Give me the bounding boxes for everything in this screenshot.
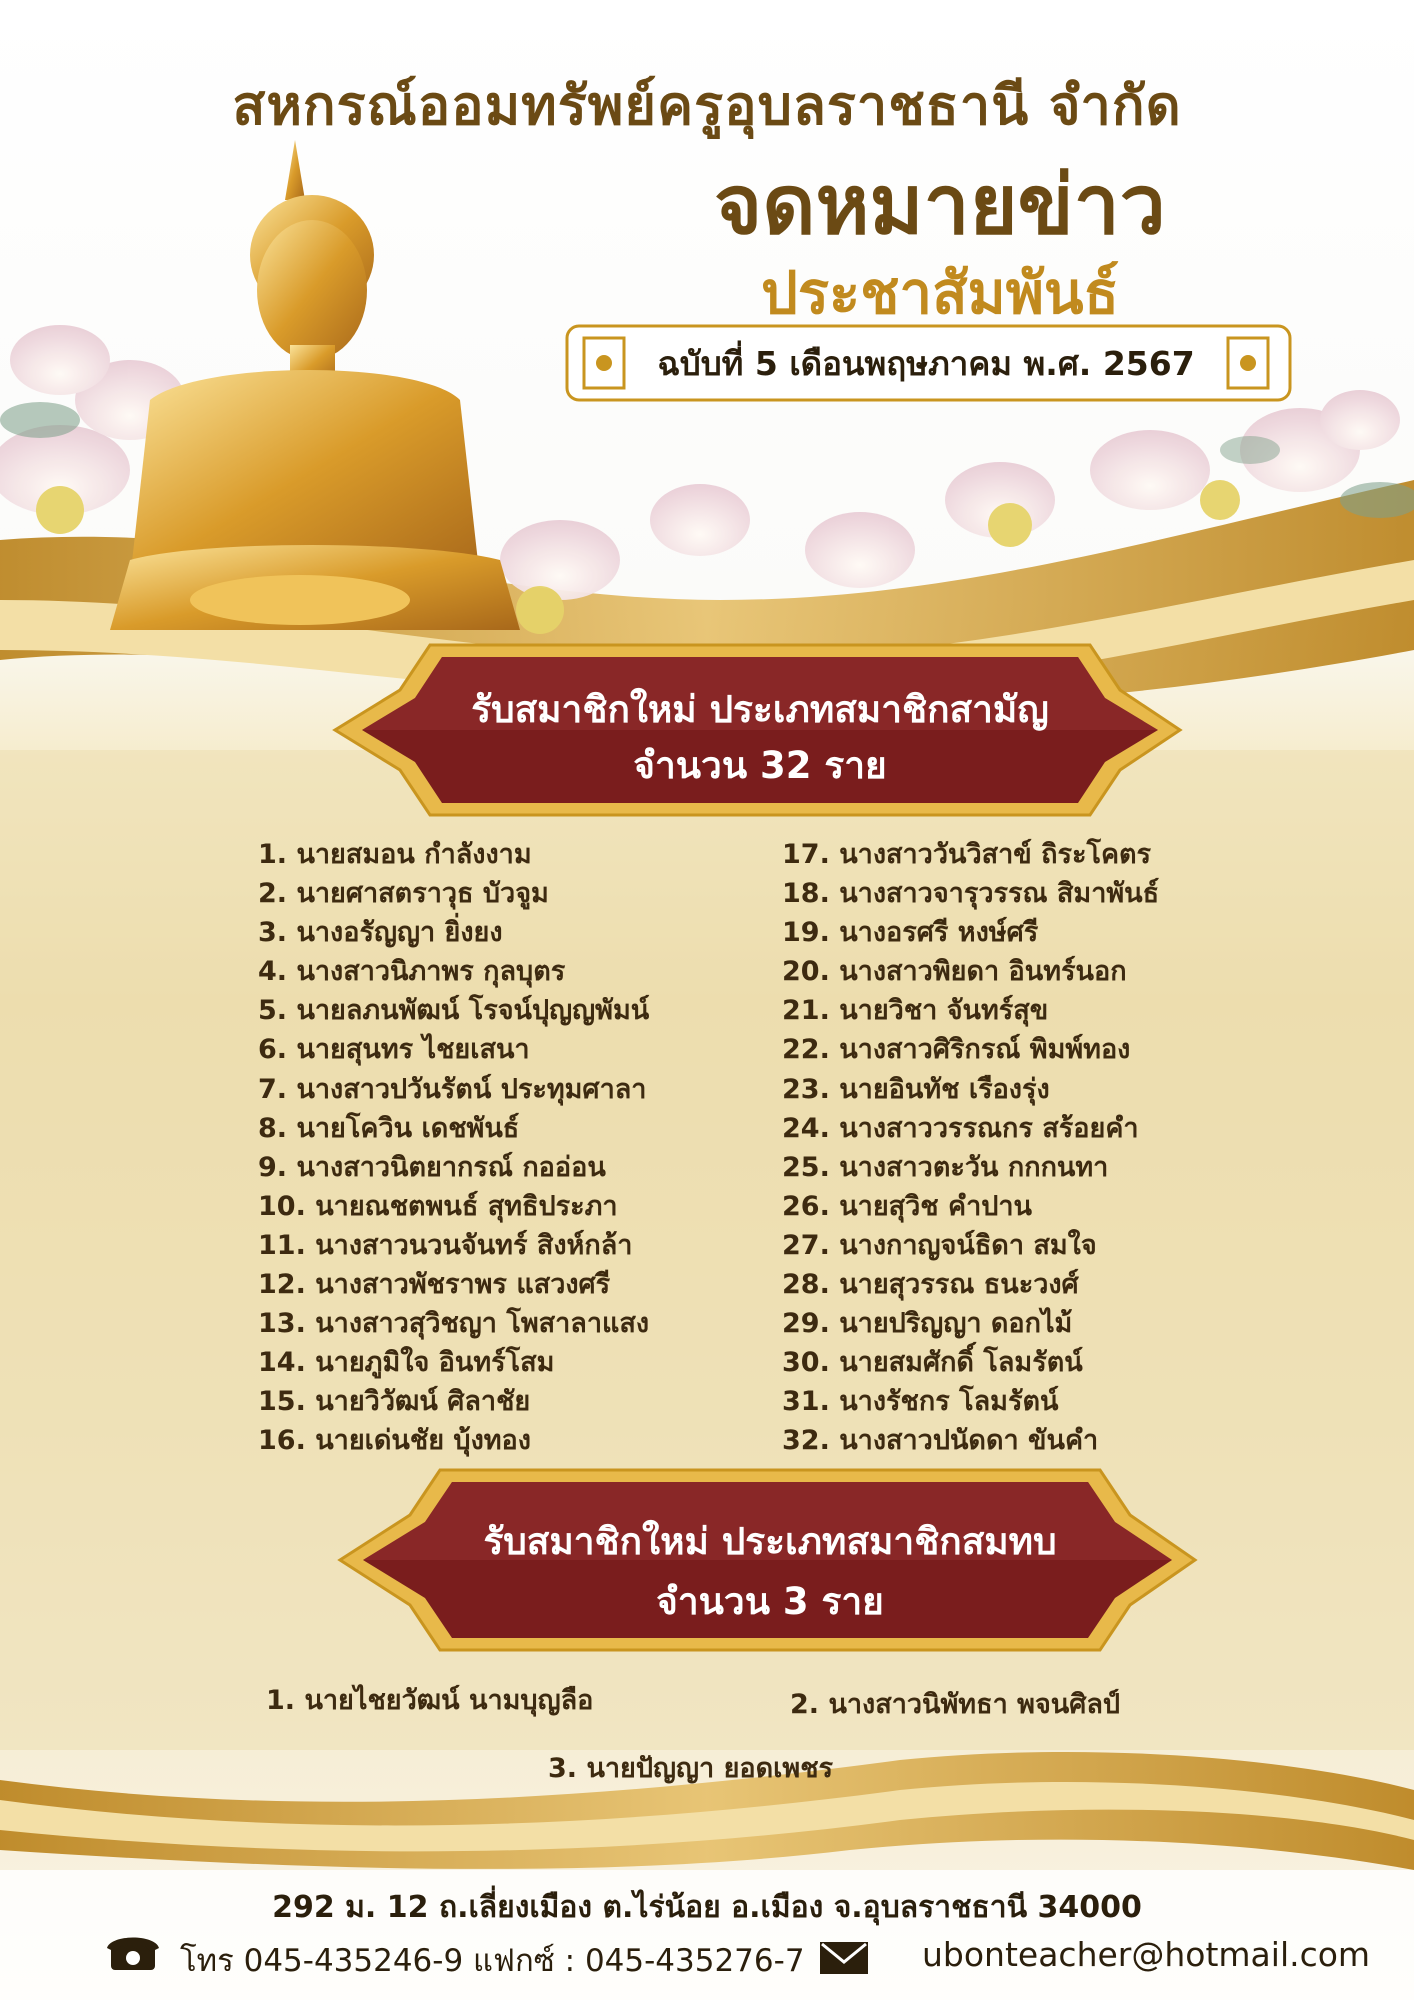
list-item: 1. นายสมอน กำลังงาม [258, 839, 532, 870]
list-item: 8. นายโควิน เดชพันธ์ [258, 1112, 520, 1144]
list-item: 3. นางอรัญญา ยิ่งยง [258, 917, 503, 949]
list-item: 30. นายสมศักดิ์ โลมรัตน์ [782, 1347, 1083, 1379]
list-item: 28. นายสุวรรณ ธนะวงศ์ [782, 1269, 1079, 1301]
list-item: 14. นายภูมิใจ อินทร์โสม [258, 1347, 555, 1379]
issue-label: ฉบับที่ 5 เดือนพฤษภาคม พ.ศ. 2567 [657, 344, 1195, 383]
phone-icon [107, 1938, 159, 1971]
list-item: 16. นายเด่นชัย บุ้งทอง [258, 1425, 531, 1457]
list-item: 2. นางสาวนิพัทธา พจนศิลป์ [790, 1689, 1121, 1720]
list-item: 19. นางอรศรี หงษ์ศรี [782, 917, 1039, 949]
list-item: 11. นางสาวนวนจันทร์ สิงห์กล้า [258, 1229, 633, 1261]
list-item: 23. นายอินทัช เรืองรุ่ง [782, 1073, 1050, 1105]
list-item: 1. นายไชยวัฒน์ นามบุญลือ [266, 1685, 594, 1716]
list-item: 27. นางกาญจน์ธิดา สมใจ [782, 1229, 1097, 1261]
list-item: 5. นายลภนพัฒน์ โรจน์ปุญญพัมน์ [258, 995, 650, 1027]
envelope-icon [820, 1942, 868, 1974]
list-item: 4. นางสาวนิภาพร กุลบุตร [258, 956, 566, 988]
email-address[interactable]: ubonteacher@hotmail.com [922, 1935, 1371, 1974]
associate-heading: รับสมาชิกใหม่ ประเภทสมาชิกสมทบ [483, 1520, 1057, 1563]
org-name: สหกรณ์ออมทรัพย์ครูอุบลราชธานี จำกัด [232, 74, 1182, 137]
list-item: 25. นางสาวตะวัน กกกนทา [782, 1151, 1109, 1183]
list-item: 3. นายปัญญา ยอดเพชร [548, 1753, 834, 1784]
list-item: 20. นางสาวพิยดา อินทร์นอก [782, 956, 1127, 988]
list-item: 17. นางสาววันวิสาข์ ถิระโคตร [782, 839, 1152, 870]
list-item: 13. นางสาวสุวิชญา โพสาลาแสง [258, 1308, 650, 1340]
list-item: 15. นายวิวัฒน์ ศิลาชัย [258, 1386, 531, 1418]
newsletter-title: จดหมายข่าว [714, 158, 1166, 253]
list-item: 21. นายวิชา จันทร์สุข [782, 995, 1049, 1027]
list-item: 18. นางสาวจารุวรรณ สิมาพันธ์ [782, 878, 1160, 910]
list-item: 10. นายณชตพนธ์ สุทธิประภา [258, 1190, 618, 1222]
list-item: 26. นายสุวิช คำปาน [782, 1190, 1033, 1222]
list-item: 9. นางสาวนิตยากรณ์ กออ่อน [258, 1151, 606, 1183]
associate-count: จำนวน 3 ราย [656, 1580, 884, 1623]
list-item: 24. นางสาววรรณกร สร้อยคำ [782, 1112, 1139, 1144]
newsletter-subtitle: ประชาสัมพันธ์ [761, 259, 1119, 327]
list-item: 2. นายศาสตราวุธ บัวจูม [258, 878, 549, 910]
list-item: 6. นายสุนทร ไชยเสนา [258, 1034, 530, 1066]
list-item: 32. นางสาวปนัดดา ขันคำ [782, 1425, 1099, 1457]
regular-members-col-2 [782, 835, 1159, 1461]
list-item: 22. นางสาวศิริกรณ์ พิมพ์ทอง [782, 1034, 1131, 1066]
address: 292 ม. 12 ถ.เลี่ยงเมือง ต.ไร่น้อย อ.เมือง จ.อุบลราชธานี 34000 [272, 1890, 1142, 1925]
regular-heading: รับสมาชิกใหม่ ประเภทสมาชิกสามัญ [471, 688, 1049, 731]
phone-fax: โทร 045-435246-9 แฟกซ์ : 045-435276-7 [180, 1943, 805, 1979]
list-item: 12. นางสาวพัชราพร แสวงศรี [258, 1269, 611, 1301]
regular-count: จำนวน 32 ราย [633, 744, 887, 787]
regular-members-col-1 [258, 835, 649, 1461]
list-item: 7. นางสาวปวันรัตน์ ประทุมศาลา [258, 1073, 647, 1105]
list-item: 31. นางรัชกร โลมรัตน์ [782, 1386, 1059, 1418]
list-item: 29. นายปริญญา ดอกไม้ [782, 1308, 1073, 1340]
regular-members-list [0, 835, 1414, 1465]
